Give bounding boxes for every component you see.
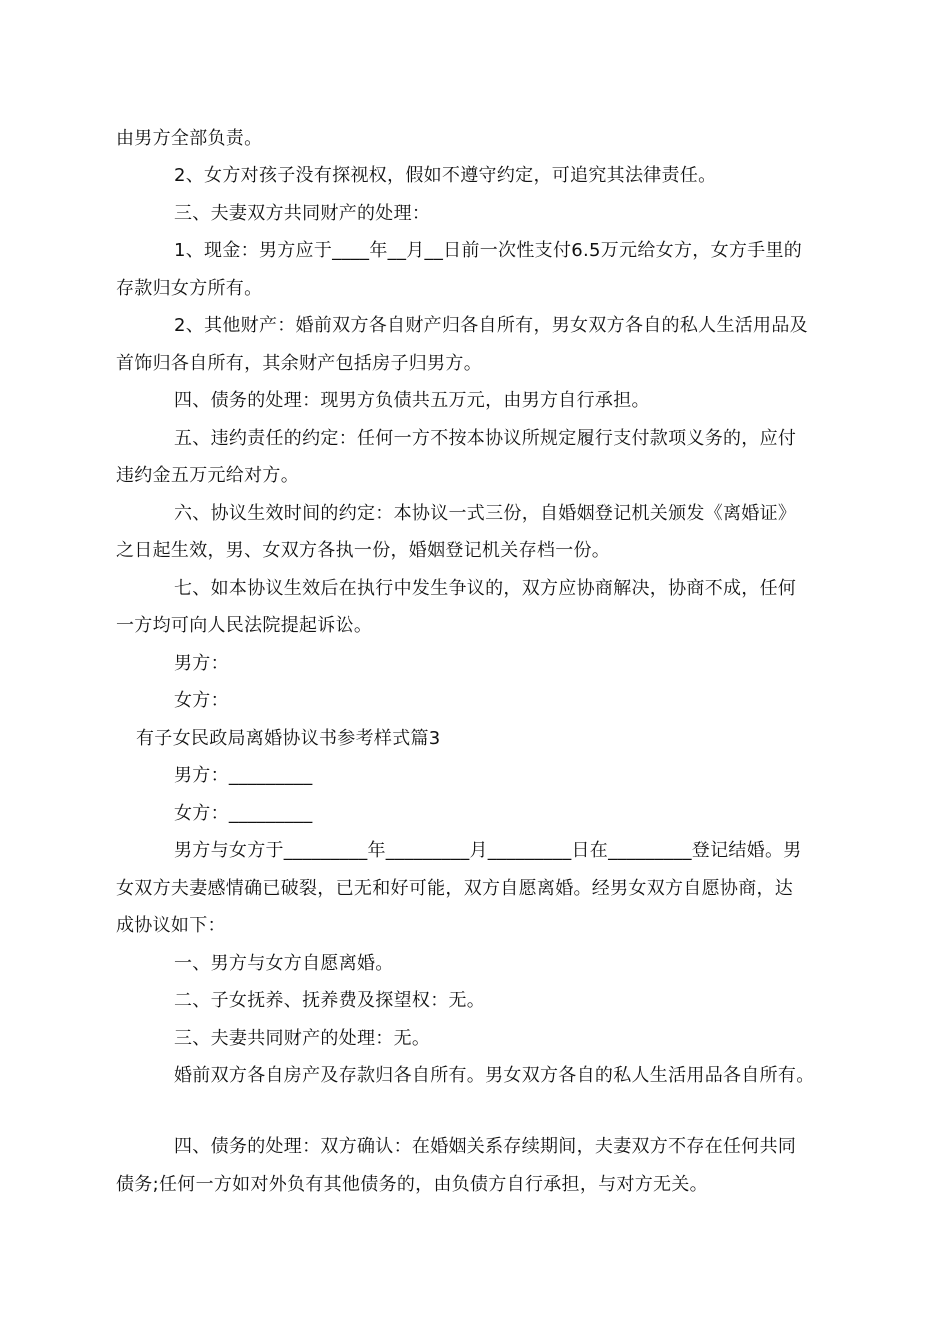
text-line-1: 由男方全部负责。 — [116, 128, 263, 149]
text-line-4: 1、现金：男方应于____年__月__日前一次性支付6.5万元给女方，女方手里的 — [174, 240, 803, 261]
text-line-25: 三、夫妻共同财产的处理：无。 — [174, 1028, 431, 1049]
text-line-24: 二、子女抚养、抚养费及探望权：无。 — [174, 990, 486, 1011]
text-line-13: 七、如本协议生效后在执行中发生争议的，双方应协商解决，协商不成，任何 — [174, 578, 797, 599]
text-line-22: 成协议如下： — [116, 915, 226, 936]
text-line-14: 一方均可向人民法院提起诉讼。 — [116, 615, 373, 636]
text-line-28: 债务;任何一方如对外负有其他债务的，由负债方自行承担，与对方无关。 — [116, 1174, 708, 1195]
text-line-26: 婚前双方各自房产及存款归各自所有。男女双方各自的私人生活用品各自所有。 — [174, 1065, 815, 1086]
text-line-7: 首饰归各自所有，其余财产包括房子归男方。 — [116, 353, 482, 374]
text-line-11: 六、协议生效时间的约定：本协议一式三份，自婚姻登记机关颁发《离婚证》 — [174, 503, 797, 524]
text-line-21: 女双方夫妻感情确已破裂，已无和好可能，双方自愿离婚。经男女双方自愿协商，达 — [116, 878, 794, 899]
text-line-10: 违约金五万元给对方。 — [116, 465, 299, 486]
text-line-6: 2、其他财产：婚前双方各自财产归各自所有，男女双方各自的私人生活用品及 — [174, 315, 808, 336]
text-line-27: 四、债务的处理：双方确认：在婚姻关系存续期间，夫妻双方不存在任何共同 — [174, 1136, 797, 1157]
text-line-3: 三、夫妻双方共同财产的处理： — [174, 203, 431, 224]
text-line-9: 五、违约责任的约定：任何一方不按本协议所规定履行支付款项义务的，应付 — [174, 428, 797, 449]
text-line-2: 2、女方对孩子没有探视权，假如不遵守约定，可追究其法律责任。 — [174, 165, 717, 186]
text-line-12: 之日起生效，男、女双方各执一份，婚姻登记机关存档一份。 — [116, 540, 611, 561]
text-line-5: 存款归女方所有。 — [116, 278, 263, 299]
female-party-line: 女方：_________ — [174, 803, 313, 824]
section-heading: 有子女民政局离婚协议书参考样式篇3 — [136, 728, 441, 749]
male-party-line: 男方：_________ — [174, 765, 313, 786]
text-line-23: 一、男方与女方自愿离婚。 — [174, 953, 394, 974]
signature-male: 男方： — [174, 653, 229, 674]
text-line-20: 男方与女方于_________年_________月_________日在_________登记结婚。男 — [174, 840, 802, 861]
signature-female: 女方： — [174, 690, 229, 711]
text-line-8: 四、债务的处理：现男方负债共五万元，由男方自行承担。 — [174, 390, 650, 411]
